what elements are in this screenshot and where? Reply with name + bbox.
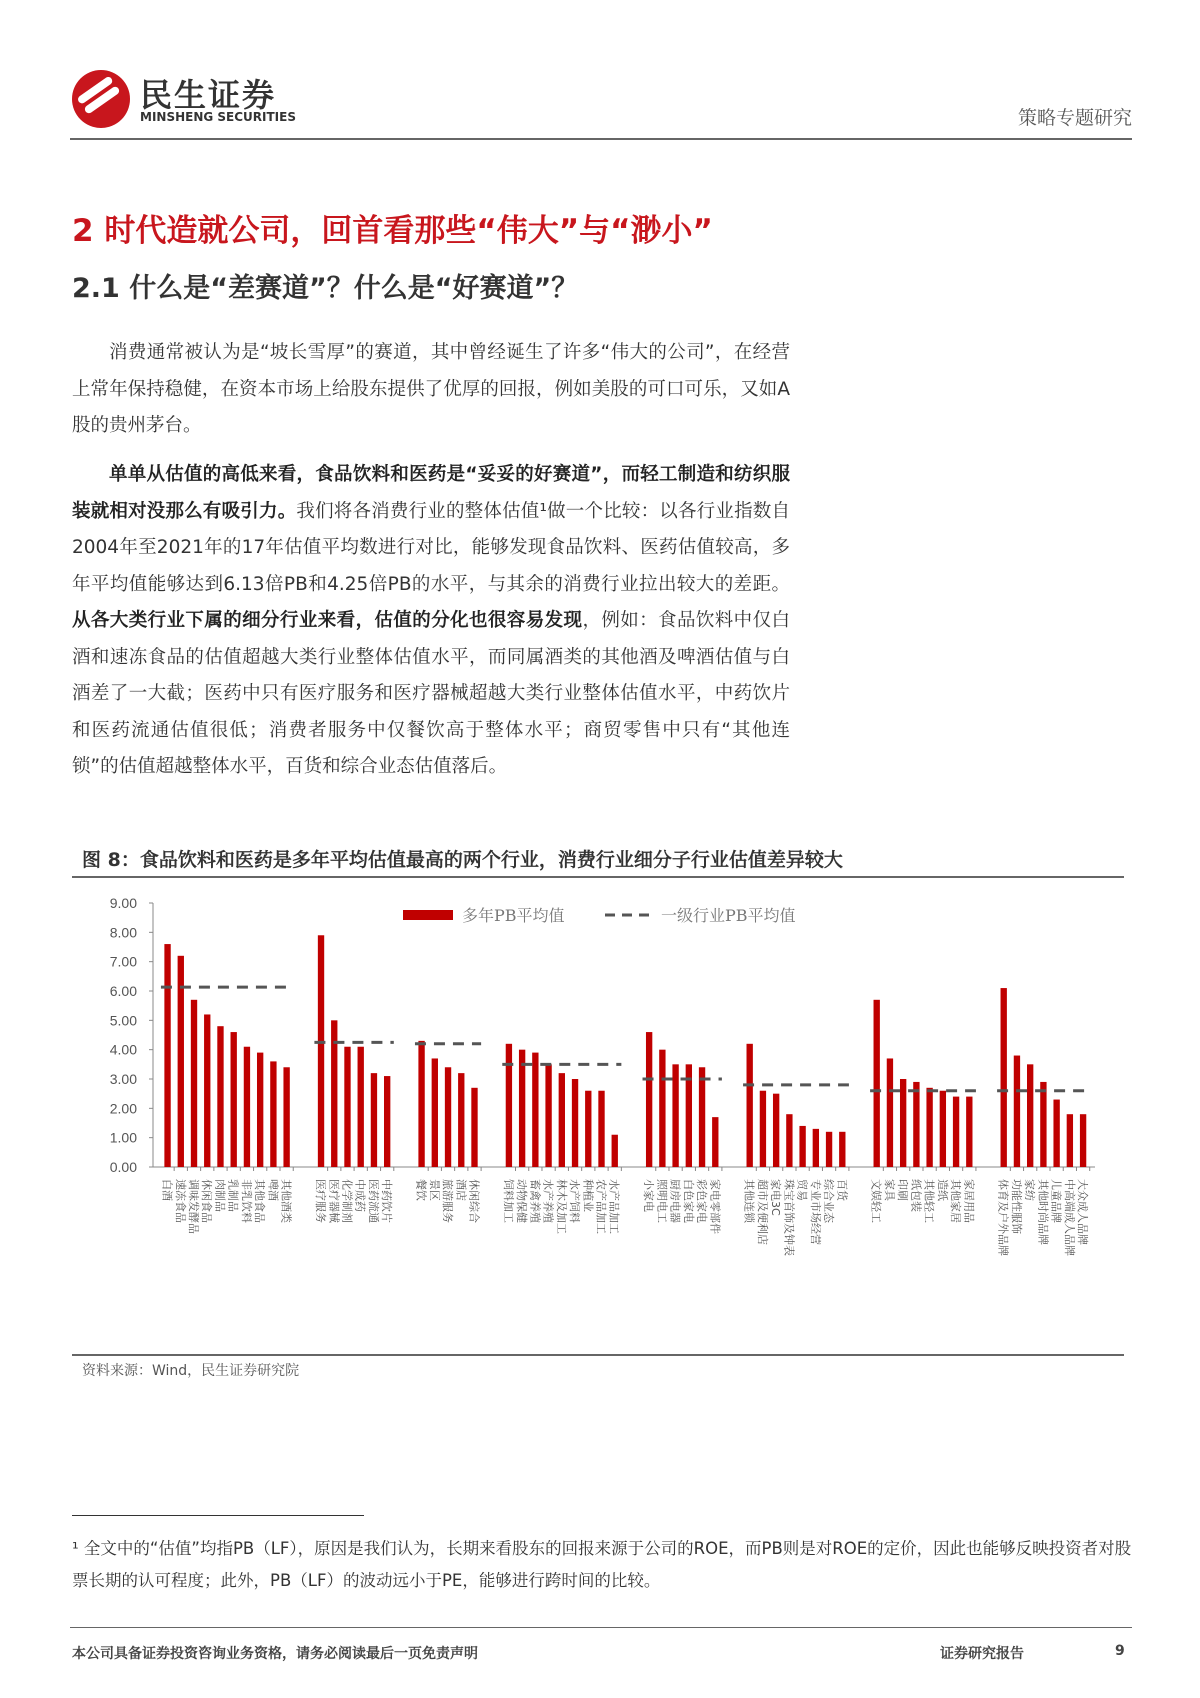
footnote-divider	[72, 1515, 364, 1516]
bar	[257, 1053, 263, 1167]
bar	[1014, 1056, 1020, 1167]
x-tick-label: 非乳饮料	[239, 1179, 253, 1223]
x-tick-label: 白色家电	[681, 1179, 695, 1223]
bar	[1053, 1100, 1059, 1167]
x-tick-label: 大众成人品牌	[1076, 1179, 1090, 1245]
x-tick-label: 家具	[882, 1179, 896, 1201]
bar	[231, 1032, 237, 1167]
x-tick-label: 旅游服务	[441, 1179, 455, 1223]
bar	[418, 1041, 424, 1167]
y-tick-label: 3.00	[109, 1071, 137, 1087]
bar	[839, 1132, 845, 1167]
bar	[458, 1073, 464, 1167]
x-tick-label: 印刷	[896, 1179, 910, 1201]
bar	[1040, 1082, 1046, 1167]
logo-text-en: MINSHENG SECURITIES	[140, 110, 296, 124]
paragraph-1: 消费通常被认为是“坡长雪厚”的赛道，其中曾经诞生了许多“伟大的公司”，在经营上常年保持稳健，在资本市场上给股东提供了优厚的回报，例如美股的可口可乐，又如A股的贵州茅台。	[72, 342, 790, 436]
legend-label: 一级行业PB平均值	[661, 906, 796, 925]
x-tick-label: 其他食品	[253, 1179, 267, 1223]
x-tick-label: 厨房电器	[668, 1179, 682, 1223]
bar	[1001, 988, 1007, 1167]
x-tick-label: 医疗器械	[327, 1179, 341, 1223]
bar	[1027, 1064, 1033, 1167]
bar	[900, 1079, 906, 1167]
x-tick-label: 中药饮片	[380, 1179, 394, 1223]
x-tick-label: 家电零部件	[708, 1179, 722, 1234]
section-heading: 2 时代造就公司，回首看那些“伟大”与“渺小”	[72, 213, 713, 249]
x-tick-label: 化学制剂	[340, 1179, 354, 1223]
page-number: 9	[1115, 1643, 1125, 1659]
x-tick-label: 贸易	[795, 1179, 809, 1201]
x-tick-label: 速冻食品	[173, 1179, 187, 1223]
x-tick-label: 中高端成人品牌	[1062, 1179, 1076, 1256]
x-tick-label: 照明电工	[655, 1179, 669, 1223]
bar	[432, 1058, 438, 1167]
bar	[519, 1050, 525, 1167]
para2-text-2: ，例如：食品饮料中仅白酒和速冻食品的估值超越大类行业整体估值水平，而同属酒类的其他酒及啤酒估值与白酒差了一大截；医药中只有医疗服务和医疗器械超越大类行业整体估值水平，中药饮片和医药流通估值很低；消费者服务中仅餐饮高于整体水平；商贸零售中只有“其他连锁”的估值超越整体水平，百货和综合业态估值落后。	[72, 610, 790, 777]
x-tick-label: 水产养殖	[541, 1179, 555, 1223]
bar	[953, 1097, 959, 1167]
para2-text-1: 我们将各消费行业的整体估值¹做一个比较：以各行业指数自2004年至2021年的17年估值平均数进行对比，能够发现食品饮料、医药估值较高，多年平均值能够达到6.13倍PB和4.25倍PB的水平，与其余的消费行业拉出较大的差距。	[72, 500, 790, 595]
figure-source: 资料来源：Wind，民生证券研究院	[82, 1363, 300, 1379]
bar	[585, 1091, 591, 1167]
x-tick-label: 小家电	[642, 1179, 656, 1212]
x-tick-label: 啤酒	[266, 1179, 280, 1201]
emphasis-2: 从各大类行业下属的细分行业来看，估值的分化也很容易发现	[72, 610, 583, 631]
subsection-heading: 2.1 什么是“差赛道”？什么是“好赛道”？	[72, 273, 579, 304]
x-tick-label: 其他酒类	[279, 1179, 293, 1223]
y-tick-label: 6.00	[109, 983, 137, 999]
x-tick-label: 其他轻工	[922, 1179, 936, 1223]
footer-divider	[70, 1627, 1132, 1628]
bar	[659, 1050, 665, 1167]
y-tick-label: 0.00	[109, 1159, 137, 1175]
bar	[270, 1061, 276, 1167]
bar	[813, 1129, 819, 1167]
x-tick-label: 家电3C	[769, 1179, 783, 1216]
x-tick-label: 动物保健	[515, 1179, 529, 1223]
x-tick-label: 休闲综合	[467, 1179, 481, 1223]
legend-bar-swatch	[403, 910, 453, 920]
x-tick-label: 中成药	[353, 1179, 367, 1212]
x-tick-label: 医疗服务	[314, 1179, 328, 1223]
bar	[799, 1126, 805, 1167]
x-tick-label: 肉制品	[213, 1179, 227, 1212]
bar	[826, 1132, 832, 1167]
x-tick-label: 其他连锁	[742, 1179, 756, 1223]
bar	[773, 1094, 779, 1167]
y-tick-label: 4.00	[109, 1041, 137, 1058]
footnote: ¹ 全文中的“估值”均指PB（LF），原因是我们认为，长期来看股东的回报来源于公司的ROE，而PB则是对ROE的定价，因此也能够反映投资者对股票长期的认可程度；此外，PB（LF）的波动远小于PE，能够进行跨时间的比较。	[72, 1539, 1132, 1590]
x-tick-label: 种植业	[581, 1179, 595, 1212]
bar	[913, 1082, 919, 1167]
bar	[712, 1117, 718, 1167]
bar	[318, 935, 324, 1167]
figure-title: 图 8：食品饮料和医药是多年平均估值最高的两个行业，消费行业细分子行业估值差异较大	[82, 849, 843, 871]
bar	[244, 1047, 250, 1167]
bar	[786, 1114, 792, 1167]
disclaimer-note: 本公司具备证券投资咨询业务资格，请务必阅读最后一页免责声明	[72, 1646, 478, 1662]
x-tick-label: 白酒	[160, 1179, 174, 1201]
legend-label: 多年PB平均值	[462, 906, 565, 925]
x-tick-label: 其他时尚品牌	[1036, 1179, 1050, 1245]
x-tick-label: 酒店	[454, 1179, 468, 1201]
x-tick-label: 儿童品牌	[1049, 1179, 1063, 1223]
x-tick-label: 水产品加工	[607, 1179, 621, 1234]
bar	[874, 1000, 880, 1167]
bar	[344, 1047, 350, 1167]
bar	[940, 1091, 946, 1167]
bar	[191, 1000, 197, 1167]
x-tick-label: 林木及加工	[554, 1179, 568, 1234]
x-tick-label: 调味发酵品	[187, 1179, 201, 1234]
x-tick-label: 水产饲料	[568, 1179, 582, 1223]
x-tick-label: 景区	[427, 1179, 441, 1201]
bar	[545, 1064, 551, 1167]
bar	[887, 1058, 893, 1167]
x-tick-label: 乳制品	[226, 1179, 240, 1212]
x-tick-label: 饲料加工	[501, 1179, 515, 1223]
x-tick-label: 农产品加工	[594, 1179, 608, 1234]
x-tick-label: 休闲食品	[200, 1179, 214, 1223]
bar	[598, 1091, 604, 1167]
x-tick-label: 其他家居	[949, 1179, 963, 1223]
x-tick-label: 家纺	[1023, 1179, 1037, 1201]
y-tick-label: 7.00	[109, 953, 137, 970]
x-tick-label: 餐饮	[414, 1179, 428, 1201]
y-tick-label: 5.00	[109, 1012, 137, 1029]
bar	[966, 1097, 972, 1167]
x-tick-label: 彩色家电	[695, 1179, 709, 1223]
bar	[926, 1088, 932, 1167]
bar	[699, 1067, 705, 1167]
x-tick-label: 功能性服饰	[1009, 1179, 1023, 1234]
bar	[371, 1073, 377, 1167]
y-tick-label: 1.00	[109, 1129, 137, 1146]
bar	[1080, 1114, 1086, 1167]
bar	[204, 1014, 210, 1167]
x-tick-label: 纸包装	[909, 1179, 923, 1212]
x-tick-label: 家居用品	[962, 1179, 976, 1223]
bar	[471, 1088, 477, 1167]
x-tick-label: 综合业态	[822, 1179, 836, 1223]
y-tick-label: 2.00	[109, 1100, 137, 1117]
x-tick-label: 专业市场经营	[808, 1179, 822, 1245]
bar	[358, 1047, 364, 1167]
bar	[646, 1032, 652, 1167]
bar	[283, 1067, 289, 1167]
bar	[164, 944, 170, 1167]
bar	[559, 1073, 565, 1167]
bar	[760, 1091, 766, 1167]
bar	[217, 1026, 223, 1167]
logo-text-cn: 民生证券	[140, 76, 277, 114]
x-tick-label: 体育及户外品牌	[996, 1179, 1010, 1256]
x-tick-label: 造纸	[935, 1179, 949, 1201]
emphasis-1: 单单从估值的高低来看，食品饮料和医药是“妥妥的好赛道”，而轻工制造和纺织服装就相对没那么有吸引力。	[72, 464, 790, 522]
bar	[445, 1067, 451, 1167]
x-tick-label: 医药流通	[366, 1179, 380, 1223]
figure-bottom-divider	[72, 1354, 1124, 1356]
x-tick-label: 超市及便利店	[755, 1179, 769, 1245]
y-tick-label: 8.00	[109, 924, 137, 941]
x-tick-label: 珠宝首饰及钟表	[782, 1179, 796, 1256]
bar	[672, 1064, 678, 1167]
y-tick-label: 9.00	[109, 895, 137, 911]
document-type: 策略专题研究	[1017, 107, 1132, 129]
bar	[612, 1135, 618, 1167]
bar	[532, 1053, 538, 1167]
x-tick-label: 畜禽养殖	[528, 1179, 542, 1223]
bar	[1067, 1114, 1073, 1167]
bar	[506, 1044, 512, 1167]
x-tick-label: 文娱轻工	[869, 1179, 883, 1223]
x-tick-label: 百货	[835, 1179, 849, 1201]
report-type: 证券研究报告	[940, 1646, 1024, 1662]
bar	[572, 1079, 578, 1167]
bar	[747, 1044, 753, 1167]
bar	[384, 1076, 390, 1167]
